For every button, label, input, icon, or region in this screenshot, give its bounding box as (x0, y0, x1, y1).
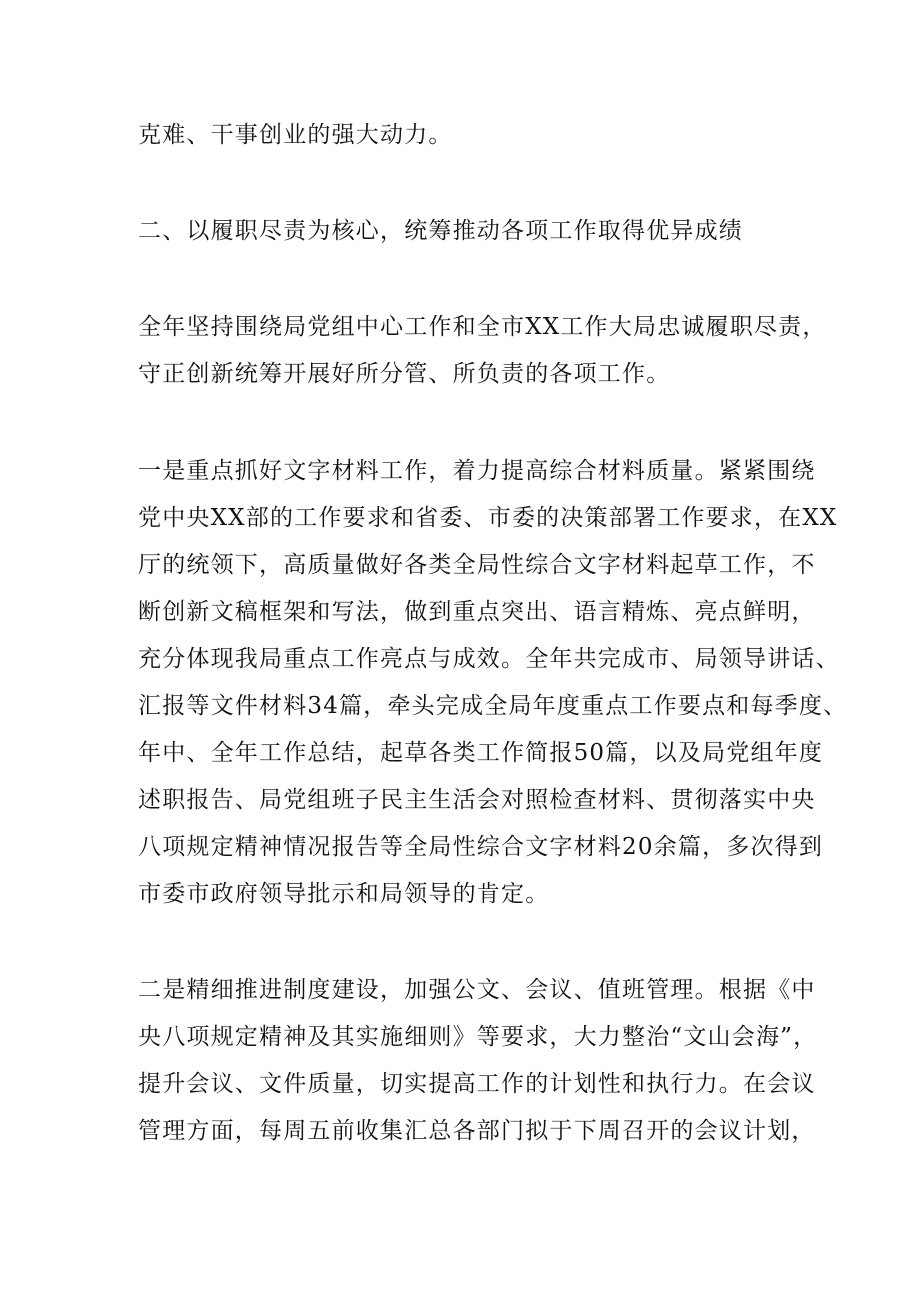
paragraph-line: 厅的统领下，高质量做好各类全局性综合文字材料起草工作，不 (138, 552, 816, 578)
paragraph-line: 全年坚持围绕局党组中心工作和全市XX工作大局忠诚履职尽责， (138, 314, 827, 340)
paragraph-line: 一是重点抓好文字材料工作，着力提高综合材料质量。紧紧围绕 (138, 458, 816, 484)
paragraph-line: 汇报等文件材料34篇，牵头完成全局年度重点工作要点和每季度、 (138, 693, 848, 719)
paragraph-line: 八项规定精神情况报告等全局性综合文字材料20余篇，多次得到 (138, 834, 824, 860)
paragraph-line: 提升会议、文件质量，切实提高工作的计划性和执行力。在会议 (138, 1071, 816, 1097)
paragraph-line: 克难、干事创业的强大动力。 (138, 122, 453, 148)
paragraph-line: 二是精细推进制度建设，加强公文、会议、值班管理。根据《中 (138, 977, 816, 1003)
section-heading: 二、以履职尽责为核心，统筹推动各项工作取得优异成绩 (138, 218, 743, 244)
paragraph-line: 断创新文稿框架和写法，做到重点突出、语言精炼、亮点鲜明， (138, 599, 816, 625)
paragraph-line: 管理方面，每周五前收集汇总各部门拟于下周召开的会议计划， (138, 1118, 816, 1144)
paragraph-line: 守正创新统筹开展好所分管、所负责的各项工作。 (138, 361, 671, 387)
paragraph-line: 央八项规定精神及其实施细则》等要求，大力整治“文山会海”， (138, 1024, 818, 1050)
paragraph-line: 充分体现我局重点工作亮点与成效。全年共完成市、局领导讲话、 (138, 646, 840, 672)
paragraph-line: 党中央XX部的工作要求和省委、市委的决策部署工作要求，在XX (138, 505, 838, 531)
paragraph-line: 年中、全年工作总结，起草各类工作简报50篇，以及局党组年度 (138, 740, 824, 766)
paragraph-line: 市委市政府领导批示和局领导的肯定。 (138, 881, 550, 907)
paragraph-line: 述职报告、局党组班子民主生活会对照检查材料、贯彻落实中央 (138, 787, 816, 813)
